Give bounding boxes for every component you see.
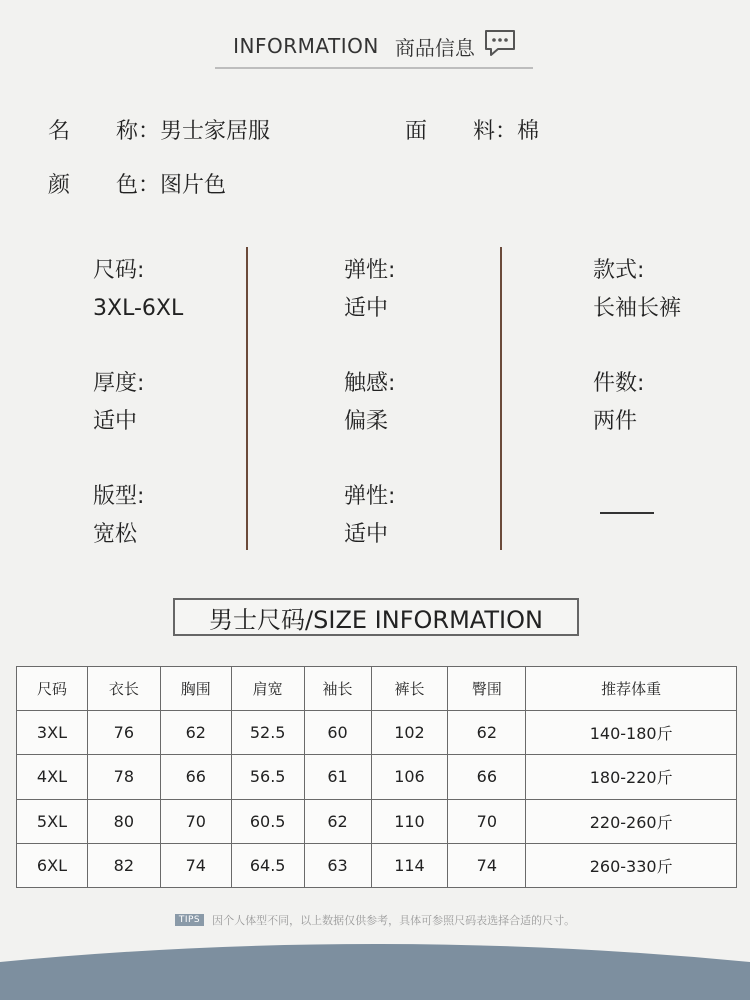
info-row-fabric	[405, 114, 539, 145]
table-header-cell: 袖长	[304, 667, 371, 711]
attr-label: 触感:	[344, 371, 396, 396]
table-header-row	[17, 667, 737, 711]
table-cell: 5XL	[17, 799, 88, 843]
table-cell: 70	[448, 799, 526, 843]
attr-value: 适中	[93, 409, 138, 434]
table-cell: 74	[160, 843, 231, 887]
table-cell: 3XL	[17, 711, 88, 755]
table-cell: 70	[160, 799, 231, 843]
attr-size	[93, 252, 253, 328]
column-divider	[246, 247, 248, 550]
name-label-a: 名	[48, 119, 71, 144]
table-cell: 64.5	[231, 843, 304, 887]
table-cell: 60.5	[231, 799, 304, 843]
info-header	[0, 24, 750, 68]
table-header-cell: 尺码	[17, 667, 88, 711]
table-cell: 63	[304, 843, 371, 887]
table-cell: 220-260斤	[526, 799, 737, 843]
table-cell: 4XL	[17, 755, 88, 799]
attr-label: 弹性:	[344, 258, 396, 283]
table-cell: 102	[371, 711, 448, 755]
fabric-label-b: 料：	[473, 119, 518, 144]
table-cell: 62	[304, 799, 371, 843]
table-cell: 61	[304, 755, 371, 799]
table-cell: 62	[160, 711, 231, 755]
table-cell: 260-330斤	[526, 843, 737, 887]
attr-style	[593, 252, 750, 328]
table-cell: 66	[448, 755, 526, 799]
table-header-cell: 衣长	[87, 667, 160, 711]
empty-attr-dash	[600, 512, 654, 514]
chat-bubble-icon	[483, 28, 517, 58]
table-header-cell: 推荐体重	[526, 667, 737, 711]
info-row-color	[48, 168, 226, 199]
table-cell: 6XL	[17, 843, 88, 887]
header-title-en: INFORMATION	[233, 34, 379, 58]
table-cell: 110	[371, 799, 448, 843]
tips-badge: TIPS	[175, 914, 204, 926]
info-row-name	[48, 114, 270, 145]
table-header-cell: 胸围	[160, 667, 231, 711]
attr-pieces	[593, 365, 750, 441]
name-value: 男士家居服	[160, 119, 271, 144]
attr-value: 适中	[344, 296, 389, 321]
table-cell: 80	[87, 799, 160, 843]
size-section-title: 男士尺码/SIZE INFORMATION	[173, 598, 579, 636]
attr-label: 厚度:	[93, 371, 145, 396]
table-cell: 52.5	[231, 711, 304, 755]
attr-value: 3XL-6XL	[93, 296, 184, 321]
footer-wave-decoration	[0, 940, 750, 1000]
table-cell: 74	[448, 843, 526, 887]
table-header-cell: 臀围	[448, 667, 526, 711]
table-cell: 76	[87, 711, 160, 755]
attr-elasticity-2	[344, 478, 504, 554]
attr-label: 版型:	[93, 484, 145, 509]
table-cell: 62	[448, 711, 526, 755]
attr-value: 两件	[593, 409, 638, 434]
attr-label: 款式:	[593, 258, 645, 283]
attr-fit	[93, 478, 253, 554]
table-row	[17, 843, 737, 887]
header-title-cn: 商品信息	[394, 35, 475, 60]
attr-value: 宽松	[93, 522, 138, 547]
column-divider	[500, 247, 502, 550]
table-cell: 140-180斤	[526, 711, 737, 755]
table-row	[17, 711, 737, 755]
attr-elasticity	[344, 252, 504, 328]
table-row	[17, 799, 737, 843]
attr-label: 尺码:	[93, 258, 145, 283]
attr-label: 件数:	[593, 371, 645, 396]
size-table	[16, 666, 737, 888]
attr-label: 弹性:	[344, 484, 396, 509]
header-underline	[215, 67, 533, 69]
attr-touch	[344, 365, 504, 441]
color-label-a: 颜	[48, 173, 71, 198]
table-cell: 106	[371, 755, 448, 799]
attr-value: 长袖长裤	[593, 296, 682, 321]
attr-value: 适中	[344, 522, 389, 547]
table-row	[17, 755, 737, 799]
table-header-cell: 裤长	[371, 667, 448, 711]
table-cell: 78	[87, 755, 160, 799]
tips-text: 因个人体型不同，以上数据仅供参考，具体可参照尺码表选择合适的尺寸。	[212, 914, 576, 927]
table-cell: 56.5	[231, 755, 304, 799]
name-label-b: 称：	[116, 119, 161, 144]
table-cell: 66	[160, 755, 231, 799]
table-cell: 114	[371, 843, 448, 887]
fabric-label-a: 面	[405, 119, 428, 144]
attr-thickness	[93, 365, 253, 441]
fabric-value: 棉	[517, 119, 540, 144]
tips-bar	[0, 912, 750, 928]
table-cell: 180-220斤	[526, 755, 737, 799]
table-cell: 82	[87, 843, 160, 887]
color-label-b: 色：	[116, 173, 161, 198]
color-value: 图片色	[160, 173, 227, 198]
attr-value: 偏柔	[344, 409, 389, 434]
table-header-cell: 肩宽	[231, 667, 304, 711]
table-cell: 60	[304, 711, 371, 755]
